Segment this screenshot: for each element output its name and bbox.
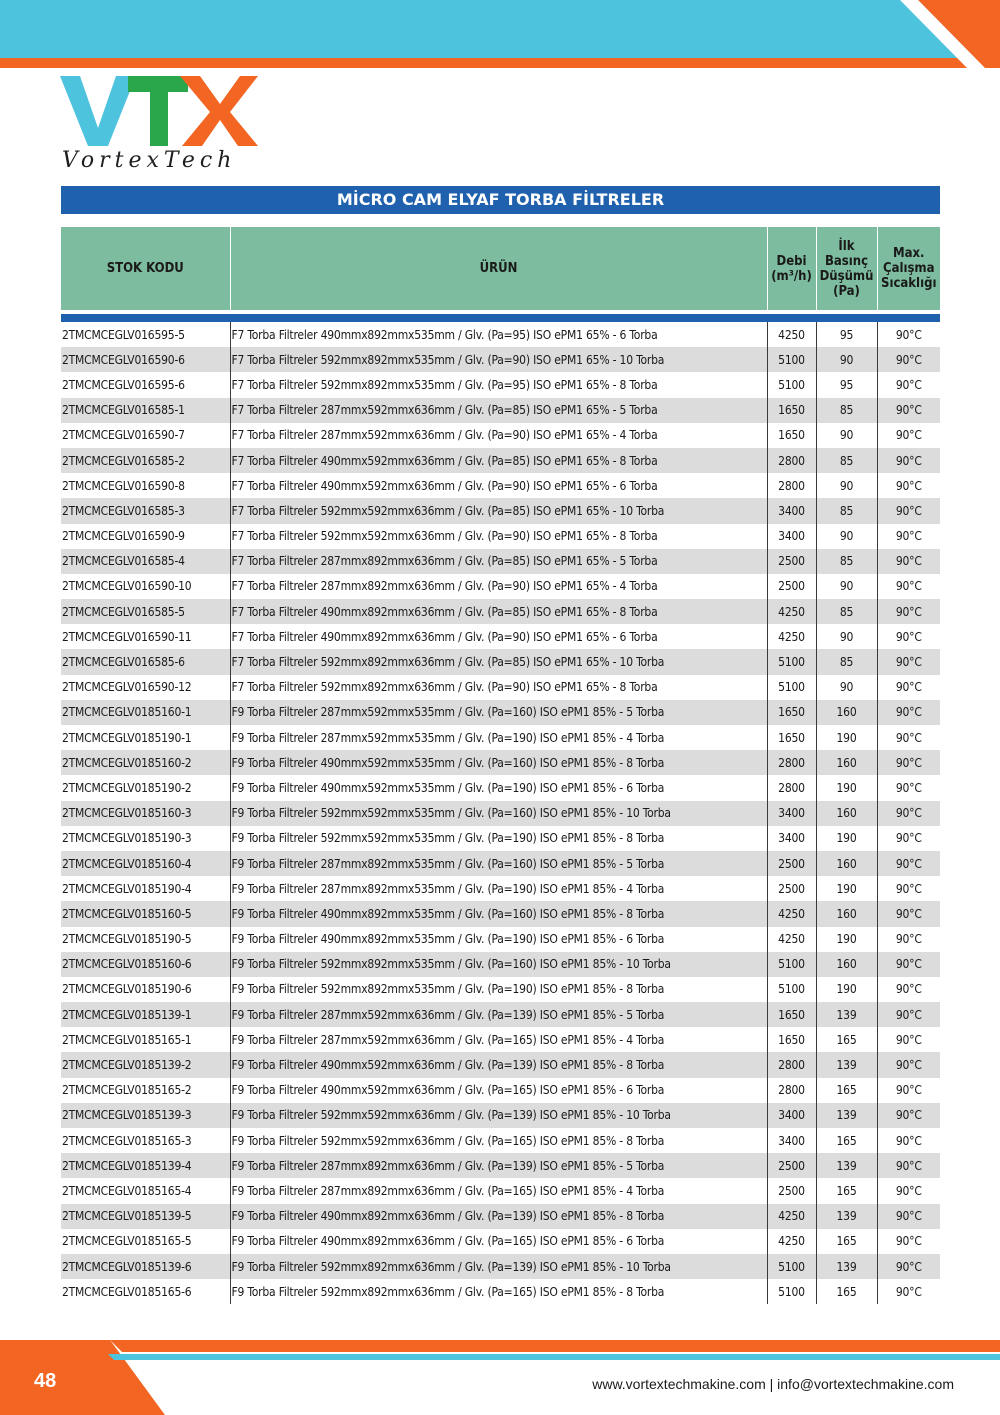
cell-ilk-basinc: 139	[816, 1254, 877, 1279]
table-row	[61, 372, 940, 397]
cell-ilk-basinc: 160	[816, 952, 877, 977]
header-urun: ÜRÜN	[230, 227, 767, 312]
cell-max-sicaklik: 90°C	[877, 851, 940, 876]
cell-ilk-basinc: 85	[816, 448, 877, 473]
cell-ilk-basinc: 165	[816, 1078, 877, 1103]
cell-max-sicaklik: 90°C	[895, 680, 922, 695]
cell-stok-kodu: 2TMCMCEGLV0185165-3	[61, 1128, 230, 1153]
header-max-sicaklik: Max. Çalışma Sıcaklığı	[877, 227, 940, 312]
cell-debi: 2800	[767, 448, 816, 473]
cell-stok-kodu: 2TMCMCEGLV0185139-1	[61, 1002, 230, 1027]
table-row	[61, 851, 940, 876]
cell-ilk-basinc: 165	[816, 1178, 877, 1203]
cell-debi: 3400	[767, 498, 816, 523]
cell-ilk-basinc: 160	[816, 901, 877, 926]
cell-stok-kodu: 2TMCMCEGLV016595-5	[61, 322, 230, 347]
cell-stok-kodu: 2TMCMCEGLV0185190-5	[61, 927, 230, 952]
cell-ilk-basinc: 165	[816, 1279, 877, 1304]
header-stok-kodu: STOK KODU	[61, 227, 230, 312]
page-title: MİCRO CAM ELYAF TORBA FİLTRELER	[61, 186, 940, 214]
table-row	[61, 1103, 940, 1128]
cell-debi: 4250	[767, 1204, 816, 1229]
cell-max-sicaklik: 90°C	[895, 780, 922, 795]
cell-ilk-basinc: 85	[816, 599, 877, 624]
cell-urun: F9 Torba Filtreler 490mmx892mmx535mm / Glv. (Pa=160) ISO ePM1 85% - 8 Torba	[230, 901, 767, 926]
cell-ilk-basinc: 139	[816, 1204, 877, 1229]
table-row	[61, 322, 940, 347]
cell-urun: F9 Torba Filtreler 287mmx592mmx636mm / Glv. (Pa=165) ISO ePM1 85% - 4 Torba	[230, 1027, 767, 1052]
cell-max-sicaklik: 90°C	[877, 599, 940, 624]
table-row	[61, 750, 940, 775]
cell-ilk-basinc: 85	[816, 498, 877, 523]
table-row	[61, 700, 940, 725]
cell-stok-kodu: 2TMCMCEGLV0185139-3	[61, 1103, 230, 1128]
cell-stok-kodu: 2TMCMCEGLV0185160-4	[61, 851, 230, 876]
cell-stok-kodu: 2TMCMCEGLV016590-7	[61, 423, 230, 448]
cell-ilk-basinc: 90	[816, 675, 877, 700]
table-row	[61, 1002, 940, 1027]
cell-urun: F9 Torba Filtreler 287mmx892mmx636mm / Glv. (Pa=165) ISO ePM1 85% - 4 Torba	[230, 1178, 767, 1203]
table-row	[61, 1204, 940, 1229]
table-row	[61, 1279, 940, 1304]
cell-max-sicaklik: 90°C	[895, 932, 922, 947]
table-row	[61, 599, 940, 624]
cell-urun: F7 Torba Filtreler 592mmx892mmx535mm / Glv. (Pa=95) ISO ePM1 65% - 8 Torba	[230, 372, 767, 397]
cell-urun: F9 Torba Filtreler 287mmx892mmx535mm / Glv. (Pa=160) ISO ePM1 85% - 5 Torba	[230, 851, 767, 876]
cell-max-sicaklik: 90°C	[877, 498, 940, 523]
cell-stok-kodu: 2TMCMCEGLV016585-4	[61, 549, 230, 574]
cell-stok-kodu: 2TMCMCEGLV0185190-2	[61, 775, 230, 800]
cell-stok-kodu: 2TMCMCEGLV016590-11	[61, 624, 230, 649]
cell-max-sicaklik: 90°C	[895, 730, 922, 745]
cell-urun: F7 Torba Filtreler 287mmx892mmx636mm / Glv. (Pa=85) ISO ePM1 65% - 5 Torba	[230, 549, 767, 574]
cell-ilk-basinc: 90	[816, 574, 877, 599]
header-debi: Debi (m³/h)	[767, 227, 816, 312]
cell-urun: F7 Torba Filtreler 287mmx592mmx636mm / Glv. (Pa=90) ISO ePM1 65% - 4 Torba	[230, 423, 767, 448]
cell-ilk-basinc: 90	[816, 473, 877, 498]
table-row	[61, 473, 940, 498]
cell-ilk-basinc: 90	[816, 524, 877, 549]
cell-debi: 3400	[767, 524, 816, 549]
cell-stok-kodu: 2TMCMCEGLV016590-8	[61, 473, 230, 498]
cell-max-sicaklik: 90°C	[877, 649, 940, 674]
cell-debi: 5100	[767, 675, 816, 700]
table-row	[61, 498, 940, 523]
cell-max-sicaklik: 90°C	[895, 1234, 922, 1249]
cell-max-sicaklik: 90°C	[877, 1204, 940, 1229]
cell-debi: 1650	[767, 700, 816, 725]
table-row	[61, 624, 940, 649]
cell-debi: 1650	[767, 1002, 816, 1027]
cell-ilk-basinc: 165	[816, 1229, 877, 1254]
cell-urun: F7 Torba Filtreler 592mmx892mmx636mm / Glv. (Pa=90) ISO ePM1 65% - 8 Torba	[230, 675, 767, 700]
cell-stok-kodu: 2TMCMCEGLV0185160-2	[61, 750, 230, 775]
cell-max-sicaklik: 90°C	[895, 982, 922, 997]
cell-urun: F9 Torba Filtreler 287mmx892mmx636mm / Glv. (Pa=139) ISO ePM1 85% - 5 Torba	[230, 1153, 767, 1178]
cell-urun: F9 Torba Filtreler 490mmx892mmx636mm / Glv. (Pa=139) ISO ePM1 85% - 8 Torba	[230, 1204, 767, 1229]
cell-max-sicaklik: 90°C	[895, 428, 922, 443]
table-row	[61, 574, 940, 599]
table-row	[61, 448, 940, 473]
cell-ilk-basinc: 160	[816, 801, 877, 826]
cell-max-sicaklik: 90°C	[877, 952, 940, 977]
table-row	[61, 675, 940, 700]
cell-max-sicaklik: 90°C	[877, 750, 940, 775]
cell-urun: F7 Torba Filtreler 490mmx592mmx636mm / Glv. (Pa=85) ISO ePM1 65% - 8 Torba	[230, 448, 767, 473]
cell-stok-kodu: 2TMCMCEGLV0185160-1	[61, 700, 230, 725]
logo-wordmark: VortexTech	[62, 148, 237, 173]
table-row	[61, 725, 940, 750]
cell-ilk-basinc: 90	[816, 624, 877, 649]
cell-stok-kodu: 2TMCMCEGLV0185139-2	[61, 1052, 230, 1077]
table-header-row	[61, 227, 940, 312]
cell-urun: F9 Torba Filtreler 592mmx592mmx535mm / Glv. (Pa=190) ISO ePM1 85% - 8 Torba	[230, 826, 767, 851]
cell-stok-kodu: 2TMCMCEGLV0185160-5	[61, 901, 230, 926]
cell-urun: F9 Torba Filtreler 592mmx592mmx535mm / Glv. (Pa=160) ISO ePM1 85% - 10 Torba	[230, 801, 767, 826]
cell-max-sicaklik: 90°C	[877, 1254, 940, 1279]
cell-stok-kodu: 2TMCMCEGLV0185160-6	[61, 952, 230, 977]
cell-debi: 5100	[767, 952, 816, 977]
cell-stok-kodu: 2TMCMCEGLV0185139-6	[61, 1254, 230, 1279]
cell-stok-kodu: 2TMCMCEGLV016595-6	[61, 372, 230, 397]
cell-stok-kodu: 2TMCMCEGLV016590-12	[61, 675, 230, 700]
cell-urun: F7 Torba Filtreler 592mmx592mmx636mm / Glv. (Pa=85) ISO ePM1 65% - 10 Torba	[230, 498, 767, 523]
cell-debi: 1650	[767, 423, 816, 448]
cell-debi: 2800	[767, 750, 816, 775]
cell-ilk-basinc: 139	[816, 1103, 877, 1128]
cell-ilk-basinc: 95	[816, 322, 877, 347]
cell-ilk-basinc: 85	[816, 649, 877, 674]
cell-stok-kodu: 2TMCMCEGLV016590-6	[61, 347, 230, 372]
cell-urun: F9 Torba Filtreler 490mmx592mmx535mm / Glv. (Pa=160) ISO ePM1 85% - 8 Torba	[230, 750, 767, 775]
cell-debi: 2800	[767, 1078, 816, 1103]
cell-urun: F9 Torba Filtreler 287mmx592mmx535mm / Glv. (Pa=160) ISO ePM1 85% - 5 Torba	[230, 700, 767, 725]
cell-stok-kodu: 2TMCMCEGLV0185160-3	[61, 801, 230, 826]
cell-stok-kodu: 2TMCMCEGLV0185165-5	[61, 1229, 230, 1254]
cell-debi: 1650	[767, 398, 816, 423]
cell-urun: F7 Torba Filtreler 490mmx892mmx535mm / Glv. (Pa=95) ISO ePM1 65% - 6 Torba	[230, 322, 767, 347]
header-divider-band	[61, 312, 940, 322]
cell-urun: F7 Torba Filtreler 592mmx892mmx535mm / Glv. (Pa=90) ISO ePM1 65% - 10 Torba	[230, 347, 767, 372]
cell-stok-kodu: 2TMCMCEGLV0185190-1	[61, 725, 230, 750]
table-row	[61, 1178, 940, 1203]
cell-ilk-basinc: 95	[816, 372, 877, 397]
table-row	[61, 927, 940, 952]
cell-debi: 5100	[767, 1279, 816, 1304]
cell-ilk-basinc: 85	[816, 549, 877, 574]
table-row	[61, 901, 940, 926]
cell-max-sicaklik: 90°C	[877, 1153, 940, 1178]
cell-max-sicaklik: 90°C	[895, 1284, 922, 1299]
cell-stok-kodu: 2TMCMCEGLV016590-9	[61, 524, 230, 549]
cell-debi: 5100	[767, 977, 816, 1002]
cell-urun: F9 Torba Filtreler 592mmx892mmx535mm / Glv. (Pa=190) ISO ePM1 85% - 8 Torba	[230, 977, 767, 1002]
cell-stok-kodu: 2TMCMCEGLV0185190-4	[61, 876, 230, 901]
cell-stok-kodu: 2TMCMCEGLV0185165-4	[61, 1178, 230, 1203]
cell-ilk-basinc: 160	[816, 851, 877, 876]
cell-urun: F9 Torba Filtreler 592mmx892mmx636mm / Glv. (Pa=139) ISO ePM1 85% - 10 Torba	[230, 1254, 767, 1279]
cell-ilk-basinc: 90	[816, 347, 877, 372]
cell-max-sicaklik: 90°C	[895, 1133, 922, 1148]
cell-urun: F7 Torba Filtreler 287mmx592mmx636mm / Glv. (Pa=85) ISO ePM1 65% - 5 Torba	[230, 398, 767, 423]
table-row	[61, 826, 940, 851]
cell-max-sicaklik: 90°C	[877, 549, 940, 574]
table-row	[61, 876, 940, 901]
table-row	[61, 549, 940, 574]
cell-ilk-basinc: 190	[816, 977, 877, 1002]
cell-debi: 2500	[767, 876, 816, 901]
table-row	[61, 775, 940, 800]
cell-debi: 4250	[767, 322, 816, 347]
cell-max-sicaklik: 90°C	[895, 327, 922, 342]
cell-max-sicaklik: 90°C	[895, 377, 922, 392]
cell-stok-kodu: 2TMCMCEGLV0185139-5	[61, 1204, 230, 1229]
cell-max-sicaklik: 90°C	[877, 347, 940, 372]
cell-debi: 2800	[767, 775, 816, 800]
cell-ilk-basinc: 190	[816, 826, 877, 851]
cell-urun: F9 Torba Filtreler 592mmx592mmx636mm / Glv. (Pa=139) ISO ePM1 85% - 10 Torba	[230, 1103, 767, 1128]
cell-urun: F9 Torba Filtreler 490mmx592mmx636mm / Glv. (Pa=139) ISO ePM1 85% - 8 Torba	[230, 1052, 767, 1077]
top-decor-bar	[0, 0, 1000, 68]
table-row	[61, 347, 940, 372]
cell-debi: 2500	[767, 1153, 816, 1178]
cell-urun: F7 Torba Filtreler 490mmx892mmx636mm / Glv. (Pa=90) ISO ePM1 65% - 6 Torba	[230, 624, 767, 649]
cell-urun: F9 Torba Filtreler 287mmx892mmx535mm / Glv. (Pa=190) ISO ePM1 85% - 4 Torba	[230, 876, 767, 901]
cell-max-sicaklik: 90°C	[877, 448, 940, 473]
table-row	[61, 952, 940, 977]
cell-debi: 3400	[767, 1128, 816, 1153]
cell-max-sicaklik: 90°C	[895, 831, 922, 846]
cell-debi: 5100	[767, 1254, 816, 1279]
cell-debi: 3400	[767, 1103, 816, 1128]
cell-stok-kodu: 2TMCMCEGLV0185165-1	[61, 1027, 230, 1052]
cell-debi: 3400	[767, 826, 816, 851]
cell-debi: 4250	[767, 624, 816, 649]
cell-debi: 5100	[767, 347, 816, 372]
cell-stok-kodu: 2TMCMCEGLV016590-10	[61, 574, 230, 599]
cell-max-sicaklik: 90°C	[877, 398, 940, 423]
cell-urun: F9 Torba Filtreler 490mmx592mmx535mm / Glv. (Pa=190) ISO ePM1 85% - 6 Torba	[230, 775, 767, 800]
cell-ilk-basinc: 190	[816, 927, 877, 952]
cell-max-sicaklik: 90°C	[895, 1183, 922, 1198]
table-row	[61, 423, 940, 448]
table-row	[61, 398, 940, 423]
cell-urun: F9 Torba Filtreler 287mmx592mmx535mm / Glv. (Pa=190) ISO ePM1 85% - 4 Torba	[230, 725, 767, 750]
cell-ilk-basinc: 139	[816, 1002, 877, 1027]
cell-ilk-basinc: 139	[816, 1052, 877, 1077]
cell-max-sicaklik: 90°C	[895, 1083, 922, 1098]
cell-ilk-basinc: 90	[816, 423, 877, 448]
cell-max-sicaklik: 90°C	[895, 529, 922, 544]
cell-urun: F9 Torba Filtreler 592mmx592mmx636mm / Glv. (Pa=165) ISO ePM1 85% - 8 Torba	[230, 1128, 767, 1153]
cell-urun: F9 Torba Filtreler 490mmx592mmx636mm / Glv. (Pa=165) ISO ePM1 85% - 6 Torba	[230, 1078, 767, 1103]
page-number: 48	[34, 1370, 57, 1392]
cell-stok-kodu: 2TMCMCEGLV016585-5	[61, 599, 230, 624]
cell-ilk-basinc: 165	[816, 1027, 877, 1052]
cell-stok-kodu: 2TMCMCEGLV0185139-4	[61, 1153, 230, 1178]
table-row	[61, 649, 940, 674]
cell-urun: F7 Torba Filtreler 287mmx892mmx636mm / Glv. (Pa=90) ISO ePM1 65% - 4 Torba	[230, 574, 767, 599]
cell-ilk-basinc: 139	[816, 1153, 877, 1178]
table-row	[61, 1027, 940, 1052]
cell-ilk-basinc: 190	[816, 775, 877, 800]
table-row	[61, 1254, 940, 1279]
cell-debi: 3400	[767, 801, 816, 826]
cell-urun: F7 Torba Filtreler 592mmx592mmx636mm / Glv. (Pa=90) ISO ePM1 65% - 8 Torba	[230, 524, 767, 549]
cell-urun: F9 Torba Filtreler 490mmx892mmx535mm / Glv. (Pa=190) ISO ePM1 85% - 6 Torba	[230, 927, 767, 952]
cell-stok-kodu: 2TMCMCEGLV0185190-3	[61, 826, 230, 851]
table-row	[61, 1229, 940, 1254]
cell-max-sicaklik: 90°C	[877, 1103, 940, 1128]
cell-max-sicaklik: 90°C	[877, 1052, 940, 1077]
cell-stok-kodu: 2TMCMCEGLV0185190-6	[61, 977, 230, 1002]
table-row	[61, 801, 940, 826]
cell-urun: F7 Torba Filtreler 490mmx892mmx636mm / Glv. (Pa=85) ISO ePM1 65% - 8 Torba	[230, 599, 767, 624]
table-row	[61, 1128, 940, 1153]
cell-urun: F9 Torba Filtreler 490mmx892mmx636mm / Glv. (Pa=165) ISO ePM1 85% - 6 Torba	[230, 1229, 767, 1254]
cell-debi: 5100	[767, 649, 816, 674]
table-row	[61, 977, 940, 1002]
cell-ilk-basinc: 85	[816, 398, 877, 423]
cell-urun: F7 Torba Filtreler 490mmx592mmx636mm / Glv. (Pa=90) ISO ePM1 65% - 6 Torba	[230, 473, 767, 498]
cell-max-sicaklik: 90°C	[895, 478, 922, 493]
cell-stok-kodu: 2TMCMCEGLV016585-6	[61, 649, 230, 674]
cell-debi: 5100	[767, 372, 816, 397]
table-row	[61, 524, 940, 549]
cell-stok-kodu: 2TMCMCEGLV0185165-2	[61, 1078, 230, 1103]
cell-ilk-basinc: 160	[816, 750, 877, 775]
cell-max-sicaklik: 90°C	[895, 1032, 922, 1047]
product-table	[61, 227, 940, 1304]
cell-max-sicaklik: 90°C	[877, 1002, 940, 1027]
cell-debi: 4250	[767, 927, 816, 952]
header-ilk-basinc: İlk Basınç Düşümü (Pa)	[816, 227, 877, 312]
cell-debi: 2500	[767, 549, 816, 574]
cell-debi: 2800	[767, 1052, 816, 1077]
cell-ilk-basinc: 165	[816, 1128, 877, 1153]
cell-max-sicaklik: 90°C	[877, 700, 940, 725]
cell-debi: 4250	[767, 901, 816, 926]
cell-stok-kodu: 2TMCMCEGLV0185165-6	[61, 1279, 230, 1304]
footer-contact: www.vortextechmakine.com | info@vortextechmakine.com	[592, 1376, 954, 1392]
cell-ilk-basinc: 190	[816, 725, 877, 750]
cell-ilk-basinc: 160	[816, 700, 877, 725]
cell-urun: F7 Torba Filtreler 592mmx892mmx636mm / Glv. (Pa=85) ISO ePM1 65% - 10 Torba	[230, 649, 767, 674]
cell-max-sicaklik: 90°C	[895, 579, 922, 594]
cell-debi: 2500	[767, 851, 816, 876]
cell-debi: 4250	[767, 599, 816, 624]
table-body	[61, 322, 940, 1304]
cell-urun: F9 Torba Filtreler 287mmx592mmx636mm / Glv. (Pa=139) ISO ePM1 85% - 5 Torba	[230, 1002, 767, 1027]
cell-max-sicaklik: 90°C	[877, 801, 940, 826]
cell-debi: 2800	[767, 473, 816, 498]
cell-max-sicaklik: 90°C	[877, 901, 940, 926]
cell-urun: F9 Torba Filtreler 592mmx892mmx535mm / Glv. (Pa=160) ISO ePM1 85% - 10 Torba	[230, 952, 767, 977]
cell-max-sicaklik: 90°C	[895, 881, 922, 896]
table-row	[61, 1153, 940, 1178]
cell-debi: 1650	[767, 1027, 816, 1052]
table-row	[61, 1078, 940, 1103]
cell-debi: 4250	[767, 1229, 816, 1254]
cell-debi: 1650	[767, 725, 816, 750]
table-row	[61, 1052, 940, 1077]
cell-debi: 2500	[767, 1178, 816, 1203]
cell-stok-kodu: 2TMCMCEGLV016585-3	[61, 498, 230, 523]
cell-debi: 2500	[767, 574, 816, 599]
cell-stok-kodu: 2TMCMCEGLV016585-1	[61, 398, 230, 423]
cell-urun: F9 Torba Filtreler 592mmx892mmx636mm / Glv. (Pa=165) ISO ePM1 85% - 8 Torba	[230, 1279, 767, 1304]
cell-ilk-basinc: 190	[816, 876, 877, 901]
cell-max-sicaklik: 90°C	[895, 629, 922, 644]
cell-stok-kodu: 2TMCMCEGLV016585-2	[61, 448, 230, 473]
